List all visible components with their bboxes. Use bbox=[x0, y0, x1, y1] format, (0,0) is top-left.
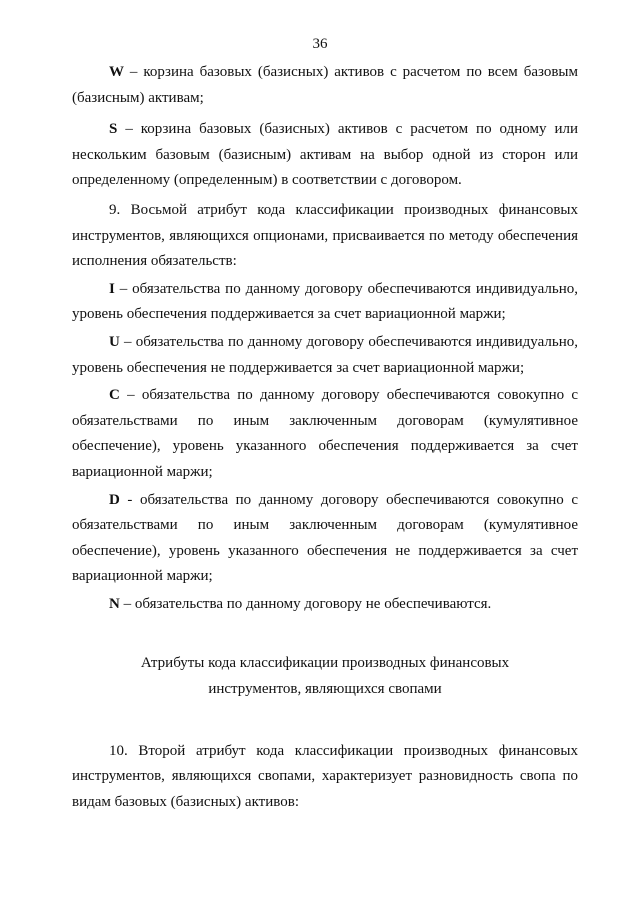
option-c-paragraph bbox=[72, 383, 578, 485]
code-letter: U bbox=[109, 333, 120, 350]
paragraph-text: - обязательства по данному договору обеспечиваются совокупно с обязательствами по иным заключенным договорам (кумулятивное обеспечение), уровень указанного обеспечения не поддерживается за счет вариационной маржи; bbox=[72, 491, 578, 585]
code-letter: N bbox=[109, 595, 120, 612]
paragraph-text: – корзина базовых (базисных) активов с расчетом по одному или нескольким базовым (базисным) активам на выбор одной из сторон или определенному (определенным) в соответствии с договором. bbox=[72, 121, 578, 189]
option-u-paragraph bbox=[72, 330, 578, 381]
basket-s-paragraph bbox=[72, 117, 578, 194]
paragraph-text: – обязательства по данному договору не обеспечиваются. bbox=[119, 595, 492, 612]
code-letter: D bbox=[109, 491, 120, 508]
paragraph-text: – обязательства по данному договору обеспечиваются индивидуально, уровень обеспечения поддерживается за счет вариационной маржи; bbox=[72, 280, 578, 323]
option-d-paragraph bbox=[72, 488, 578, 590]
item-9-paragraph: 9. Восьмой атрибут кода классификации производных финансовых инструментов, являющихся опционами, присваивается по методу обеспечения исполнения обязательств: bbox=[72, 201, 578, 270]
page-number: 36 bbox=[312, 36, 328, 52]
code-letter: C bbox=[109, 387, 120, 404]
option-i-paragraph bbox=[72, 277, 578, 328]
item-10-paragraph: 10. Второй атрибут кода классификации производных финансовых инструментов, являющихся свопами, характеризует разновидность свопа по видам базовых (базисных) активов: bbox=[72, 742, 578, 810]
paragraph-text: – корзина базовых (базисных) активов с расчетом по всем базовым (базисным) активам; bbox=[72, 64, 578, 106]
basket-w-paragraph bbox=[72, 60, 578, 111]
code-letter: I bbox=[109, 280, 115, 297]
option-n-paragraph bbox=[72, 592, 578, 618]
section-heading-line-1: Атрибуты кода классификации производных финансовых bbox=[140, 655, 510, 672]
document-body bbox=[72, 60, 578, 815]
code-letter: S bbox=[109, 121, 118, 138]
section-heading bbox=[72, 651, 578, 702]
code-letter: W bbox=[109, 64, 124, 80]
paragraph-text: – обязательства по данному договору обеспечиваются совокупно с обязательствами по иным заключенным договорам (кумулятивное обеспечение), уровень указанного обеспечения поддерживается за счет вариационной маржи; bbox=[72, 387, 578, 480]
paragraph-text: – обязательства по данному договору обеспечиваются индивидуально, уровень обеспечения не поддерживается за счет вариационной маржи; bbox=[72, 333, 578, 376]
section-heading-line-2: инструментов, являющихся свопами bbox=[208, 681, 442, 698]
